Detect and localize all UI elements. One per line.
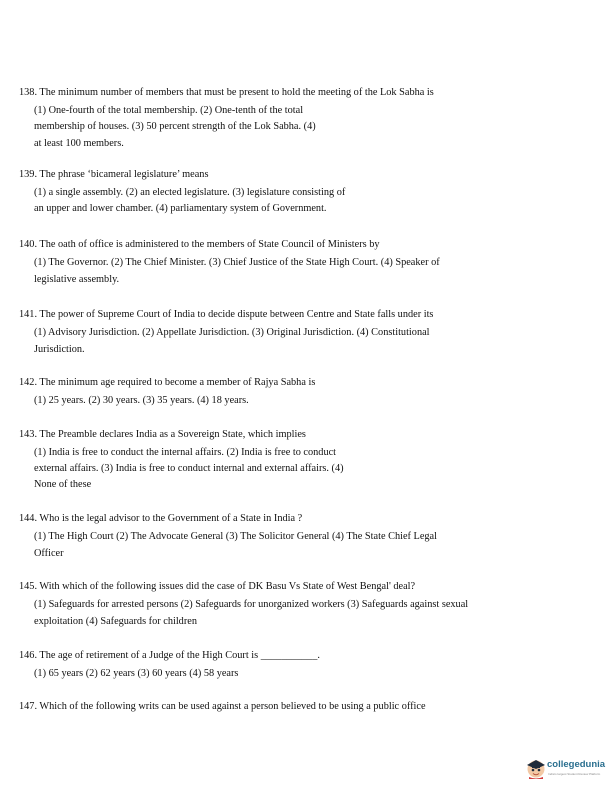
logo-tagline: India's largest Student Review Platform — [548, 772, 601, 776]
answer-options-line: exploitation (4) Safeguards for children — [34, 616, 197, 627]
mascot-logo-icon — [525, 757, 547, 779]
answer-options-line: (1) Advisory Jurisdiction. (2) Appellate Jurisdiction. (3) Original Jurisdiction. (4) Constitutional — [34, 327, 430, 338]
answer-options-line: None of these — [34, 479, 92, 490]
question-text: 141. The power of Supreme Court of India to decide dispute between Centre and State falls under its — [19, 309, 434, 320]
answer-options-line: legislative assembly. — [34, 274, 120, 285]
logo-wordmark: collegedunia — [547, 759, 606, 770]
answer-options-line: (1) One-fourth of the total membership. (2) One-tenth of the total — [34, 105, 304, 116]
answer-options-line: an upper and lower chamber. (4) parliamentary system of Government. — [34, 203, 327, 214]
question-text: 143. The Preamble declares India as a Sovereign State, which implies — [19, 429, 306, 440]
question-text: 147. Which of the following writs can be used against a person believed to be using a public office — [19, 701, 426, 712]
answer-options-line: (1) The High Court (2) The Advocate General (3) The Solicitor General (4) The State Chief Legal — [34, 531, 437, 542]
answer-options-line: (1) a single assembly. (2) an elected legislature. (3) legislature consisting of — [34, 187, 346, 198]
answer-options-line: membership of houses. (3) 50 percent strength of the Lok Sabha. (4) — [34, 121, 316, 132]
answer-options-line: (1) 25 years. (2) 30 years. (3) 35 years. (4) 18 years. — [34, 395, 249, 406]
answer-options-line: (1) 65 years (2) 62 years (3) 60 years (4) 58 years — [34, 668, 239, 679]
question-text: 140. The oath of office is administered to the members of State Council of Ministers by — [19, 239, 380, 250]
answer-options-line: Officer — [34, 548, 64, 559]
question-text: 142. The minimum age required to become a member of Rajya Sabha is — [19, 377, 316, 388]
question-text: 144. Who is the legal advisor to the Government of a State in India ? — [19, 513, 303, 524]
question-text: 146. The age of retirement of a Judge of the High Court is ___________. — [19, 650, 320, 661]
question-text: 139. The phrase ‘bicameral legislature’ means — [19, 169, 209, 180]
answer-options-line: Jurisdiction. — [34, 344, 85, 355]
answer-options-line: at least 100 members. — [34, 138, 124, 149]
question-text: 138. The minimum number of members that must be present to hold the meeting of the Lok Sabha is — [19, 87, 434, 98]
answer-options-line: (1) India is free to conduct the internal affairs. (2) India is free to conduct — [34, 447, 337, 458]
question-text: 145. With which of the following issues did the case of DK Basu Vs State of West Bengal' deal? — [19, 581, 416, 592]
collegedunia-logo[interactable] — [525, 755, 607, 783]
answer-options-line: external affairs. (3) India is free to conduct internal and external affairs. (4) — [34, 463, 344, 474]
answer-options-line: (1) The Governor. (2) The Chief Minister. (3) Chief Justice of the State High Court. (4) Speaker of — [34, 257, 440, 268]
answer-options-line: (1) Safeguards for arrested persons (2) Safeguards for unorganized workers (3) Safeguards against sexual — [34, 599, 469, 610]
